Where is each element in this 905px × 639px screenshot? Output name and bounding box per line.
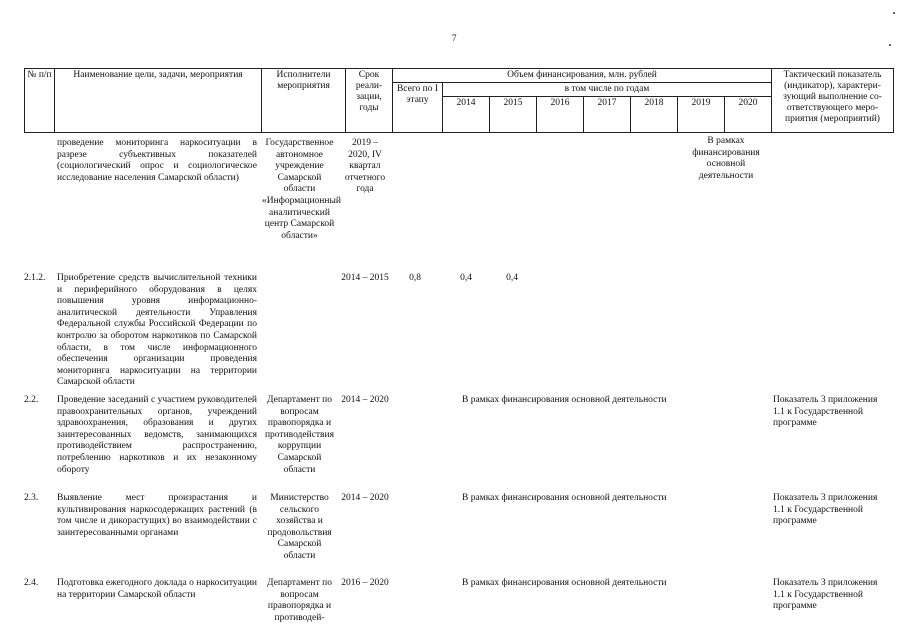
header-year: 2020: [725, 97, 772, 133]
header-year: 2015: [490, 97, 537, 133]
row-exec: Государственное автономное учреждение Самарской области «Информационный аналитический центр Самарской области»: [262, 138, 341, 241]
row-term: 2014 – 2020: [341, 395, 389, 405]
row-value-2015: 0,4: [506, 273, 518, 283]
row-total: 0,8: [409, 273, 421, 283]
row-num: 2.2.: [24, 395, 39, 405]
header-term: Срок реали-зации, годы: [346, 69, 393, 133]
row-tactical: Показатель 3 приложения 1.1 к Государственной программе: [773, 578, 878, 612]
header-name: Наименование цели, задачи, мероприятия: [55, 69, 262, 133]
row-value-2014: 0,4: [460, 273, 472, 283]
header-fin: Объем финансирования, млн. рублей: [393, 69, 772, 83]
row-term: 2014 – 2020: [341, 493, 389, 503]
row-fin-note: В рамках финансирования основной деятельности: [462, 493, 667, 503]
row-name: проведение мониторинга наркоситуации в разрезе субъективных показателей (социологический опрос и социологическое исследование населения Самарской области): [57, 138, 257, 183]
row-name: Приобретение средств вычислительной техники и периферийного оборудования в целях повышения уровня информационно-аналитической деятельности Управления Федеральной службы Российской Федерации по контролю за оборотом наркотиков по Самарской области, в том числе информационного обеспечения организации проведения мониторинга наркоситуации на территории Самарской области: [57, 273, 257, 388]
header-year: 2017: [584, 97, 631, 133]
row-tactical: Показатель 3 приложения 1.1 к Государственной программе: [773, 395, 878, 429]
row-fin-note: В рамках финансирования основной деятельности: [462, 578, 667, 588]
header-num: № п/п: [25, 69, 55, 133]
row-num: 2.1.2.: [24, 273, 46, 283]
header-year: 2018: [631, 97, 678, 133]
header-exec: Исполнители мероприятия: [262, 69, 346, 133]
row-term: 2019 – 2020, IV квартал отчетного года: [344, 138, 386, 195]
row-name: Подготовка ежегодного доклада о наркоситуации на территории Самарской области: [57, 578, 257, 600]
row-fin-note: В рамках финансирования основной деятельности: [692, 136, 760, 181]
row-name: Выявление мест произрастания и культивирования наркосодержащих растений (в том числе и дикорастущих) во взаимодействии с заинтересованными органами: [57, 493, 257, 538]
row-exec: Министерство сельского хозяйства и продовольствия Самарской области: [267, 493, 332, 561]
header-year: 2016: [537, 97, 584, 133]
header-by-years: в том числе по годам: [443, 83, 772, 97]
row-fin-note: В рамках финансирования основной деятельности: [462, 395, 667, 405]
row-name: Проведение заседаний с участием руководителей правоохранительных органов, учреждений здравоохранения, образования и других заинтересованных ведомств, занимающихся противодействием распространению, потреблению наркотиков и их незаконному обороту: [57, 395, 257, 475]
row-exec: Департамент по вопросам правопорядка и противодей-: [267, 578, 332, 623]
row-term: 2016 – 2020: [341, 578, 389, 588]
header-year: 2019: [678, 97, 725, 133]
row-num: 2.4.: [24, 578, 39, 588]
row-term: 2014 – 2015: [341, 273, 389, 283]
page-number: 7: [452, 33, 457, 43]
header-total: Всего по I этапу: [393, 83, 443, 133]
table-header: [24, 68, 894, 133]
row-num: 2.3.: [24, 493, 39, 503]
header-year: 2014: [443, 97, 490, 133]
row-tactical: Показатель 3 приложения 1.1 к Государственной программе: [773, 493, 878, 527]
scan-speck: [893, 12, 895, 14]
scan-speck: [889, 44, 891, 46]
row-exec: Департамент по вопросам правопорядка и противодействия коррупции Самарской области: [264, 395, 335, 475]
header-tactical: Тактический показатель (индикатор), характери-зующий выполнение со-ответствующего меро-приятия (мероприятий): [772, 69, 894, 133]
